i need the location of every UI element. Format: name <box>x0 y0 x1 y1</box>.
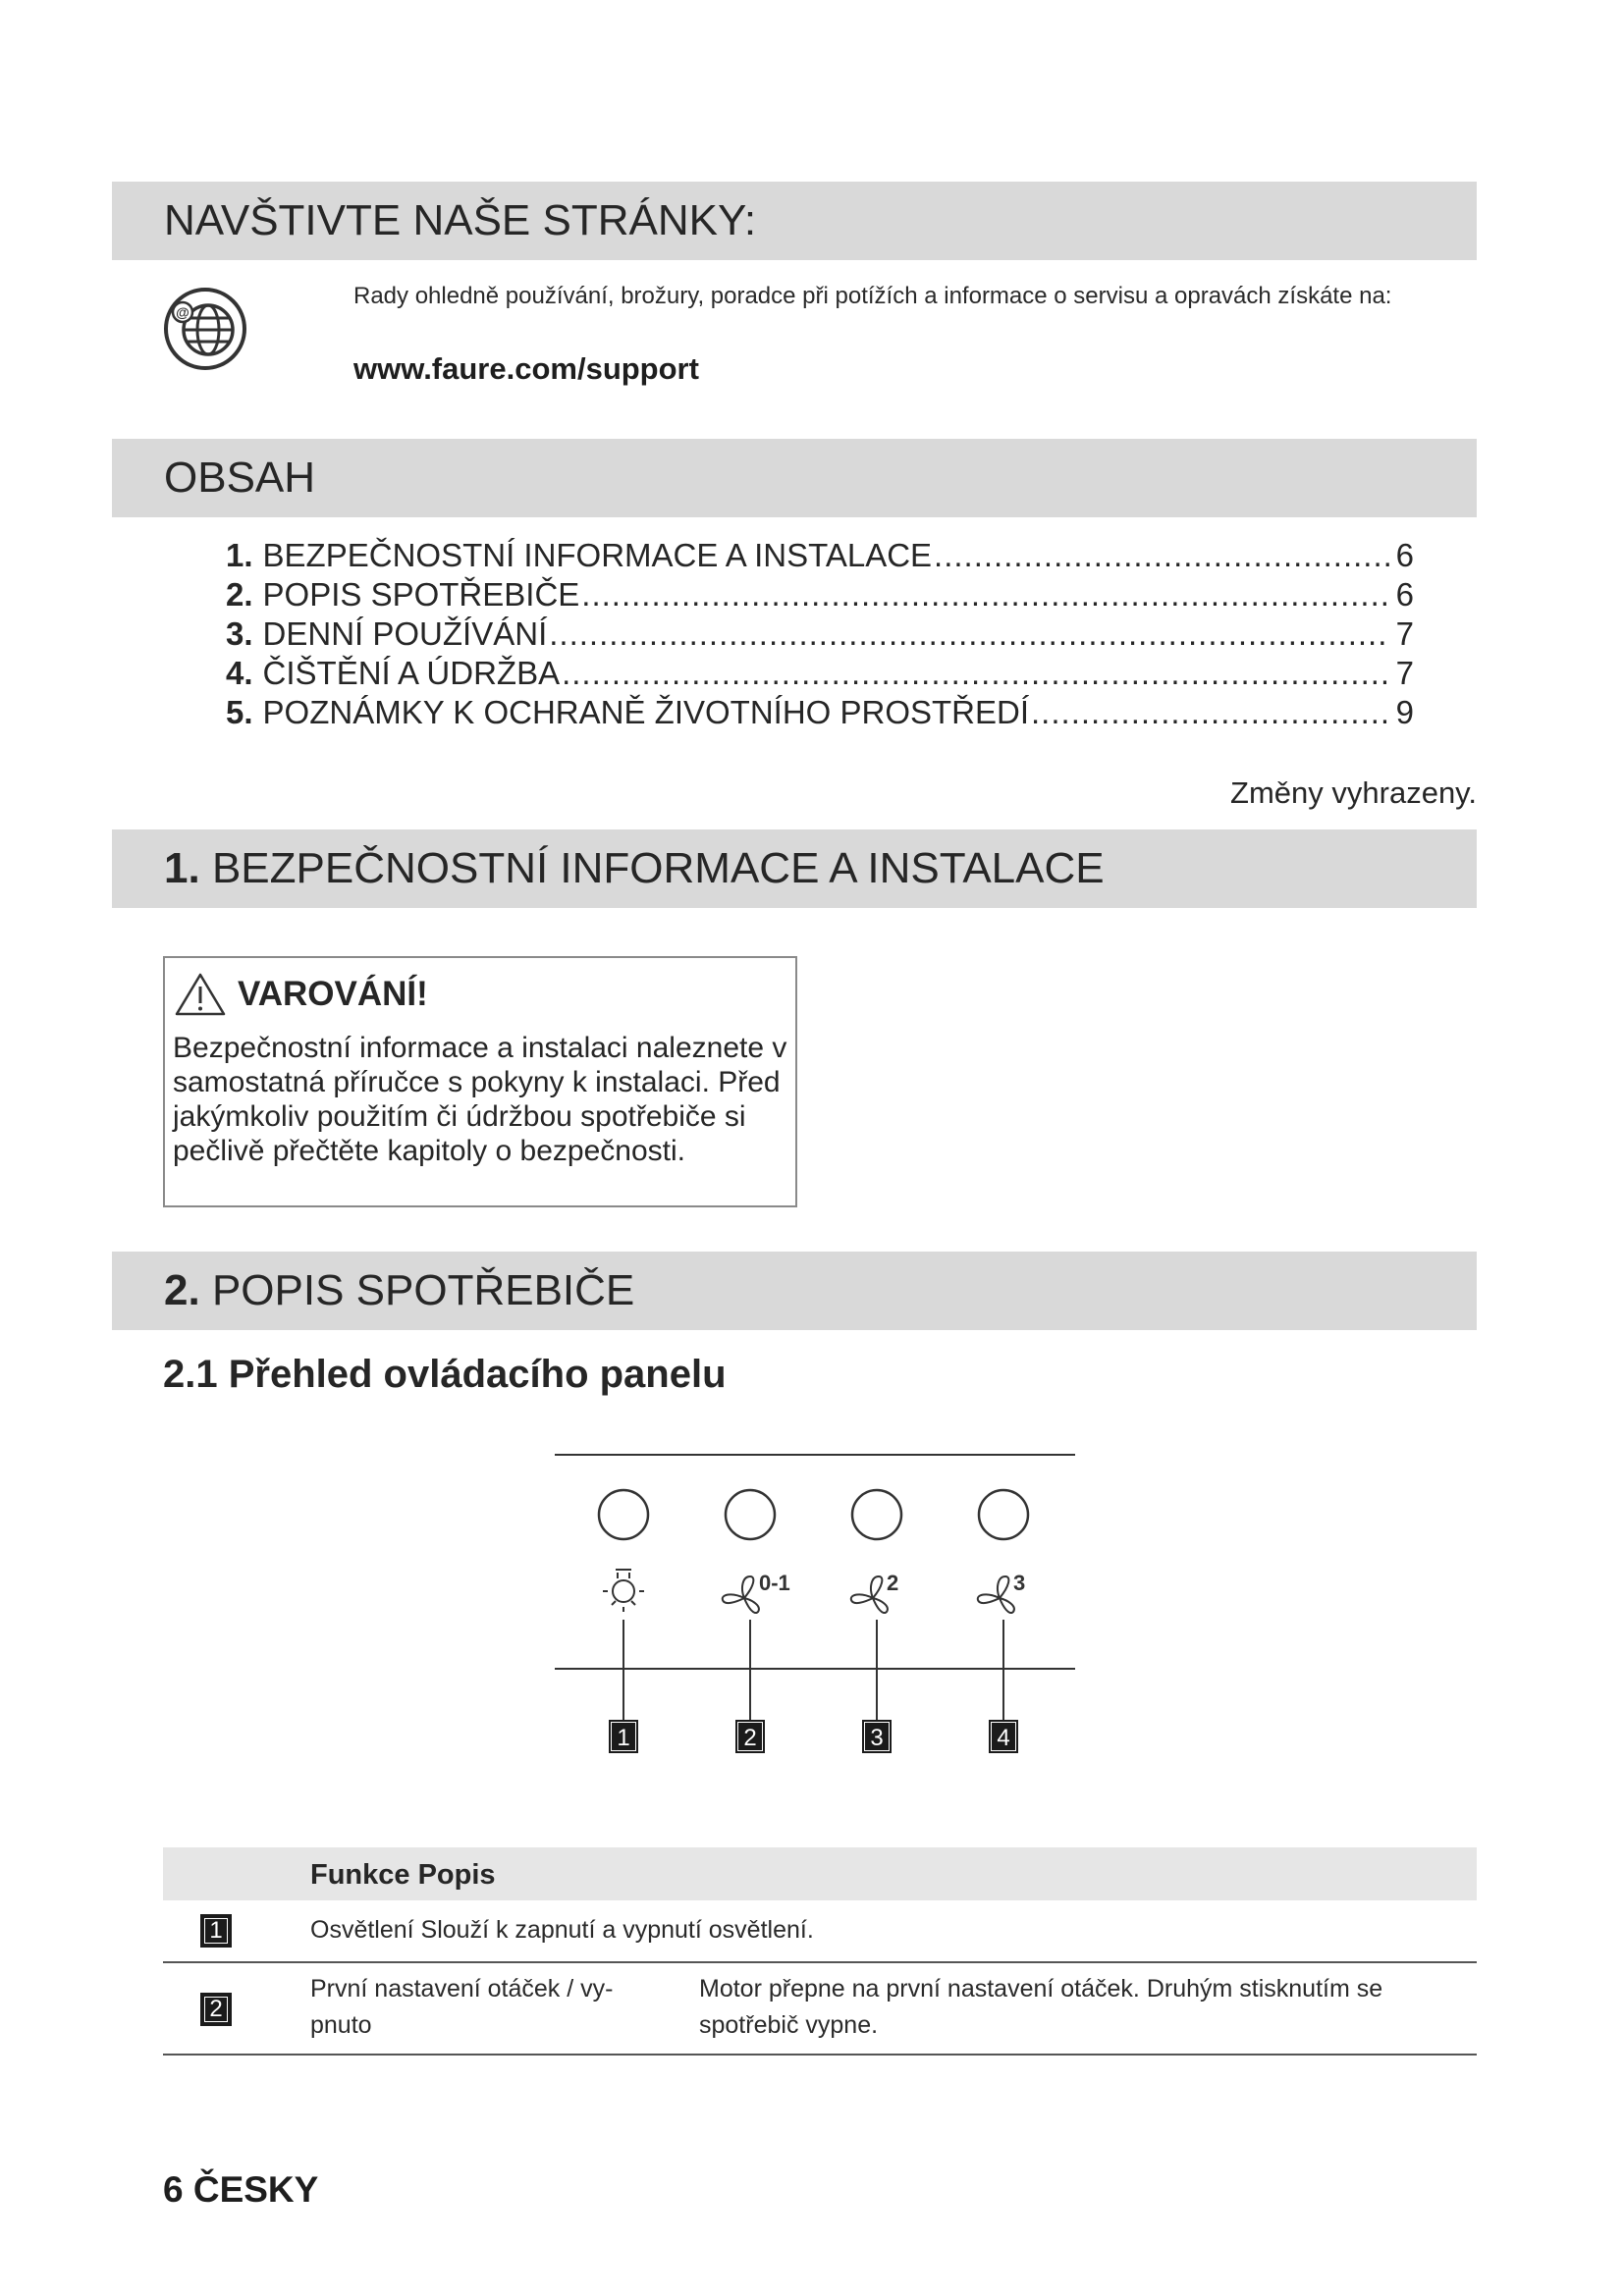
light-icon <box>603 1570 644 1612</box>
callout-number: 4 <box>997 1725 1010 1751</box>
toc-item[interactable] <box>226 693 1414 732</box>
toc-leader <box>562 654 1390 693</box>
row-badge: 1 <box>200 1914 232 1948</box>
callout-number: 2 <box>743 1725 757 1751</box>
toc-item-page: 6 <box>1395 576 1414 613</box>
table-of-contents <box>226 536 1414 732</box>
fan-icon <box>978 1576 1014 1613</box>
function-table-header <box>163 1847 1477 1900</box>
toc-item-label: POPIS SPOTŘEBIČE <box>262 576 580 613</box>
fan-icon <box>723 1576 759 1613</box>
visit-heading: NAVŠTIVTE NAŠE STRÁNKY: <box>164 196 757 244</box>
toc-item[interactable] <box>226 575 1414 614</box>
callout-badge <box>989 1720 1018 1753</box>
warning-text: Bezpečnostní informace a instalaci naleznete v samostatná příručce s pokyny k instalaci. Před jakýmkoliv použitím či údržbou spotřebiče si pečlivě přečtěte kapitoly o bezpečnosti. <box>173 1032 787 1167</box>
toc-item-label: ČIŠTĚNÍ A ÚDRŽBA <box>262 655 561 691</box>
page-number: 6 <box>163 2169 184 2210</box>
callout-number: 3 <box>870 1725 884 1751</box>
toc-item-page: 9 <box>1395 694 1414 730</box>
toc-item-label: POZNÁMKY K OCHRANĚ ŽIVOTNÍHO PROSTŘEDÍ <box>262 694 1030 730</box>
warning-title: VAROVÁNÍ! <box>238 975 428 1013</box>
section1-heading <box>164 844 1105 893</box>
toc-item[interactable] <box>226 536 1414 575</box>
toc-item-page: 7 <box>1395 655 1414 691</box>
control-panel-diagram <box>550 1443 1080 1767</box>
toc-heading: OBSAH <box>164 454 316 502</box>
section2-title: POPIS SPOTŘEBIČE <box>211 1266 635 1314</box>
toc-item[interactable] <box>226 614 1414 654</box>
visit-heading-bar <box>112 182 1477 260</box>
fan-icon <box>851 1576 888 1613</box>
panel-button-3[interactable] <box>852 1490 901 1539</box>
toc-item-number: 2. <box>226 576 253 613</box>
warning-header <box>175 972 428 1017</box>
control-panel-subheading: 2.1 Přehled ovládacího panelu <box>163 1353 727 1396</box>
toc-item-label: DENNÍ POUŽÍVÁNÍ <box>262 615 548 652</box>
table-row <box>163 1961 1477 2056</box>
table-row <box>163 1900 1477 1963</box>
section2-heading-bar <box>112 1252 1477 1330</box>
section1-title: BEZPEČNOSTNÍ INFORMACE A INSTALACE <box>211 844 1105 892</box>
section1-heading-bar <box>112 829 1477 908</box>
toc-item[interactable] <box>226 654 1414 693</box>
visit-text: Rady ohledně používání, brožury, poradce při potížích a informace o servisu a opravách získáte na: <box>353 283 1392 309</box>
toc-heading-bar <box>112 439 1477 517</box>
callout-number: 1 <box>617 1725 630 1751</box>
warning-triangle-icon <box>175 972 226 1017</box>
panel-button-1[interactable] <box>599 1490 648 1539</box>
changes-note: Změny vyhrazeny. <box>1230 775 1477 810</box>
fan-speed-label: 2 <box>887 1571 899 1595</box>
toc-leader <box>549 614 1390 654</box>
toc-item-number: 4. <box>226 655 253 691</box>
toc-item-label: BEZPEČNOSTNÍ INFORMACE A INSTALACE <box>262 537 933 573</box>
page-footer <box>163 2169 318 2211</box>
callout-badge <box>862 1720 892 1753</box>
svg-text:@: @ <box>176 304 189 320</box>
callout-badge <box>735 1720 765 1753</box>
fan-speed-label: 0-1 <box>759 1571 790 1595</box>
warning-box <box>163 956 797 1207</box>
globe-icon <box>161 285 249 373</box>
toc-item-number: 3. <box>226 615 253 652</box>
row-function: Osvětlení Slouží k zapnutí a vypnutí osvětlení. <box>310 1916 814 1944</box>
panel-button-4[interactable] <box>979 1490 1028 1539</box>
panel-button-2[interactable] <box>726 1490 775 1539</box>
function-table-header-label: Funkce Popis <box>310 1859 496 1891</box>
toc-leader <box>1031 693 1390 732</box>
row-badge: 2 <box>200 1993 232 2026</box>
footer-language: ČESKY <box>192 2169 319 2210</box>
section2-number: 2. <box>164 1266 200 1314</box>
callout-badge <box>609 1720 638 1753</box>
section2-heading <box>164 1266 634 1315</box>
toc-leader <box>934 536 1390 575</box>
row-description: Motor přepne na první nastavení otáček. Druhým stisknutím se spotřebič vypne. <box>699 1975 1383 2039</box>
support-link[interactable]: www.faure.com/support <box>353 351 699 386</box>
toc-leader <box>581 575 1390 614</box>
section1-number: 1. <box>164 844 200 892</box>
toc-item-number: 1. <box>226 537 253 573</box>
toc-item-number: 5. <box>226 694 253 730</box>
fan-speed-label: 3 <box>1013 1571 1026 1595</box>
toc-item-page: 6 <box>1395 537 1414 573</box>
toc-item-page: 7 <box>1395 615 1414 652</box>
row-function: První nastavení otáček / vy-pnuto <box>310 1975 614 2039</box>
